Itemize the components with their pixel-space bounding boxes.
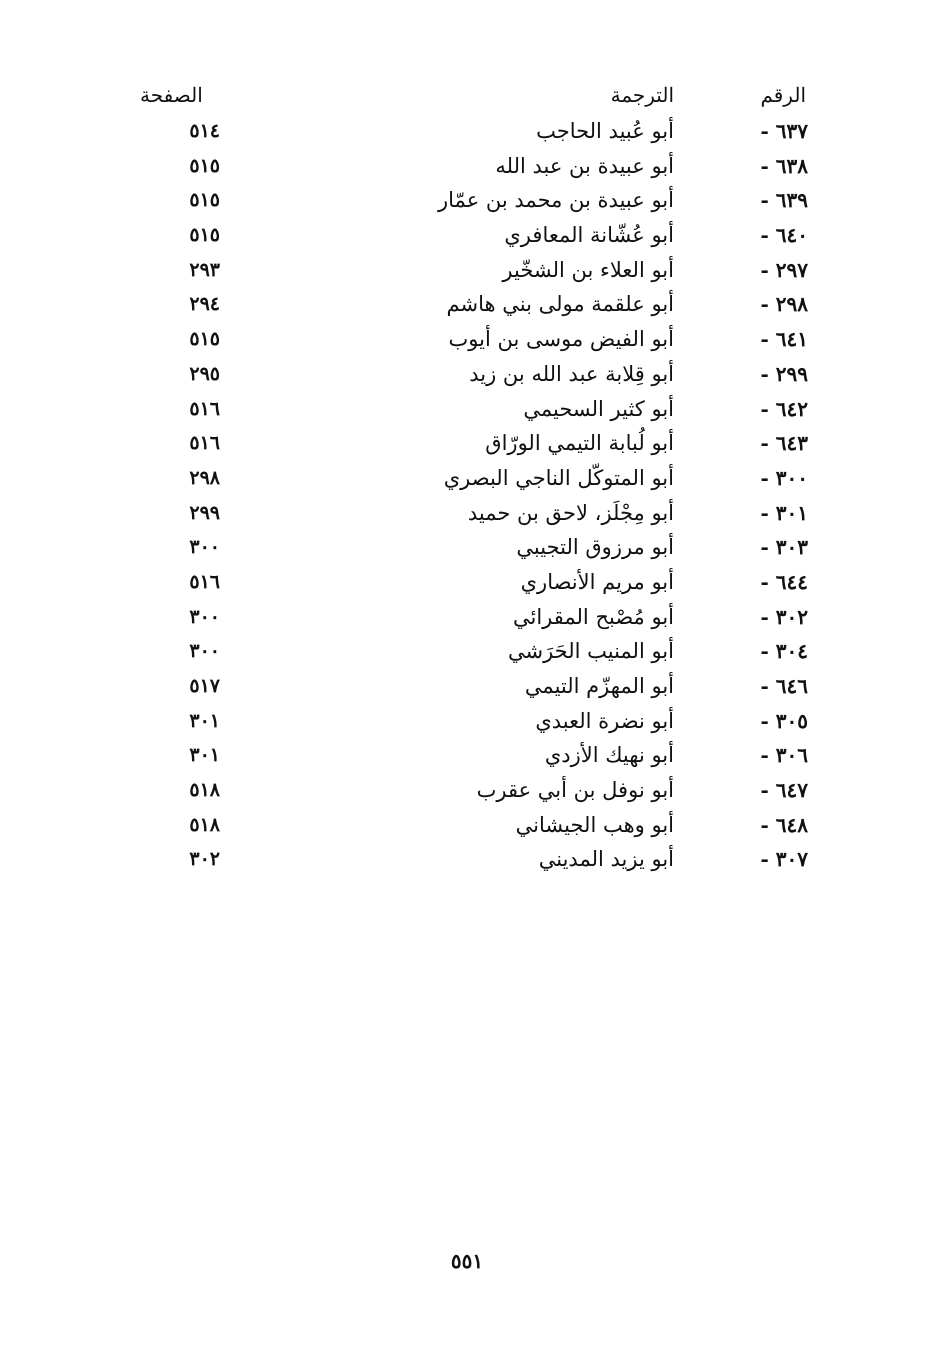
entry-page: ٢٩٨ <box>189 466 220 489</box>
entry-name: أبو مريم الأنصاري <box>520 569 674 594</box>
entry-number: ٦٣٨ - <box>760 153 808 178</box>
table-row <box>120 461 820 496</box>
table-row <box>120 496 820 531</box>
entry-name: أبو العلاء بن الشخّير <box>502 257 674 282</box>
entry-page: ٣٠٠ <box>189 536 220 559</box>
entry-name: أبو مُصْبح المقرائي <box>513 604 674 629</box>
entry-name: أبو كثير السحيمي <box>523 396 674 421</box>
page-number: ٥٥١ <box>450 1249 484 1273</box>
table-row <box>120 530 820 565</box>
entry-page: ٥١٨ <box>189 813 220 836</box>
entry-number: ٦٤٣ - <box>760 431 808 456</box>
entry-name: أبو عبيدة بن محمد بن عمّار <box>438 188 674 213</box>
entry-name: أبو الفيض موسى بن أيوب <box>448 327 674 352</box>
entry-number: ٦٤٨ - <box>760 812 808 837</box>
entry-page: ٥١٦ <box>189 570 220 593</box>
entry-name: أبو نهيك الأزدي <box>544 743 674 768</box>
entry-page: ٥١٥ <box>189 154 220 177</box>
table-row <box>120 183 820 218</box>
entry-number: ٣٠٣ - <box>760 535 808 560</box>
entry-page: ٣٠٢ <box>189 848 220 871</box>
entry-number: ٦٣٧ - <box>760 119 808 143</box>
entry-page: ٣٠٠ <box>189 605 220 628</box>
entry-number: ٦٤٧ - <box>760 778 808 803</box>
entry-number: ٦٤٢ - <box>760 396 808 421</box>
entry-number: ٦٤٤ - <box>760 569 808 594</box>
entry-name: أبو عُشّانة المعافري <box>504 223 674 248</box>
entry-page: ٥١٨ <box>189 779 220 802</box>
table-row <box>120 149 820 184</box>
index-table <box>120 114 820 877</box>
entry-number: ٦٤٠ - <box>760 223 808 248</box>
entry-name: أبو لُبابة التيمي الورّاق <box>485 431 674 456</box>
entry-number: ٣٠٥ - <box>760 708 808 733</box>
entry-number: ٢٩٩ - <box>760 361 808 386</box>
entry-number: ٢٩٨ - <box>760 292 808 317</box>
entry-name: أبو نوفل بن أبي عقرب <box>476 778 674 803</box>
table-row <box>120 565 820 600</box>
entry-number: ٣٠١ - <box>760 500 808 525</box>
entry-name: أبو علقمة مولى بني هاشم <box>446 292 674 317</box>
entry-number: ٦٤١ - <box>760 327 808 352</box>
table-row <box>120 357 820 392</box>
table-row <box>120 426 820 461</box>
table-row <box>120 738 820 773</box>
entry-page: ٥١٧ <box>189 675 220 697</box>
table-row <box>120 287 820 322</box>
entry-page: ٣٠١ <box>189 709 220 732</box>
entry-page: ٢٩٣ <box>189 258 220 281</box>
table-row <box>120 808 820 843</box>
entry-page: ٥١٥ <box>189 328 220 351</box>
table-row <box>120 218 820 253</box>
entry-name: أبو قِلابة عبد الله بن زيد <box>469 361 674 386</box>
entry-page: ٥١٥ <box>189 189 220 212</box>
table-row <box>120 842 820 877</box>
entry-name: أبو عُبيد الحاجب <box>536 119 674 143</box>
entry-number: ٢٩٧ - <box>760 257 808 282</box>
table-row <box>120 634 820 669</box>
entry-number: ٣٠٢ - <box>760 604 808 629</box>
entry-name: أبو وهب الجيشاني <box>515 812 674 837</box>
entry-number: ٣٠٦ - <box>760 743 808 768</box>
entry-name: أبو المنيب الحَرَشي <box>507 639 674 664</box>
entry-page: ٥١٥ <box>189 224 220 247</box>
table-row <box>120 392 820 427</box>
table-row <box>120 704 820 739</box>
entry-page: ٣٠٠ <box>189 640 220 663</box>
entry-page: ٢٩٤ <box>189 293 220 316</box>
table-row <box>120 322 820 357</box>
entry-name: أبو المهزّم التيمي <box>524 674 674 698</box>
table-row <box>120 253 820 288</box>
entry-name: أبو المتوكّل الناجي البصري <box>443 465 674 490</box>
name-column-header: الترجمة <box>610 83 674 107</box>
entry-page: ٢٩٥ <box>189 362 220 385</box>
page-column-header: الصفحة <box>140 83 203 107</box>
table-row <box>120 600 820 635</box>
entry-page: ٥١٦ <box>189 432 220 455</box>
entry-number: ٣٠٠ - <box>760 465 808 490</box>
entry-number: ٦٤٦ - <box>760 674 808 698</box>
number-column-header: الرقم <box>760 83 806 107</box>
entry-number: ٦٣٩ - <box>760 188 808 213</box>
entry-number: ٣٠٤ - <box>760 639 808 664</box>
entry-name: أبو مِجْلَز، لاحق بن حميد <box>467 500 674 525</box>
entry-name: أبو مرزوق التجيبي <box>516 535 674 560</box>
entry-page: ٥١٤ <box>189 120 220 142</box>
entry-name: أبو يزيد المديني <box>538 847 674 872</box>
entry-name: أبو عبيدة بن عبد الله <box>495 153 674 178</box>
entry-page: ٣٠١ <box>189 744 220 767</box>
entry-number: ٣٠٧ - <box>760 847 808 872</box>
table-row <box>120 114 820 149</box>
entry-name: أبو نضرة العبدي <box>535 708 674 733</box>
entry-page: ٢٩٩ <box>189 501 220 524</box>
table-row <box>120 773 820 808</box>
entry-page: ٥١٦ <box>189 397 220 420</box>
table-header <box>120 80 820 110</box>
table-row <box>120 669 820 704</box>
